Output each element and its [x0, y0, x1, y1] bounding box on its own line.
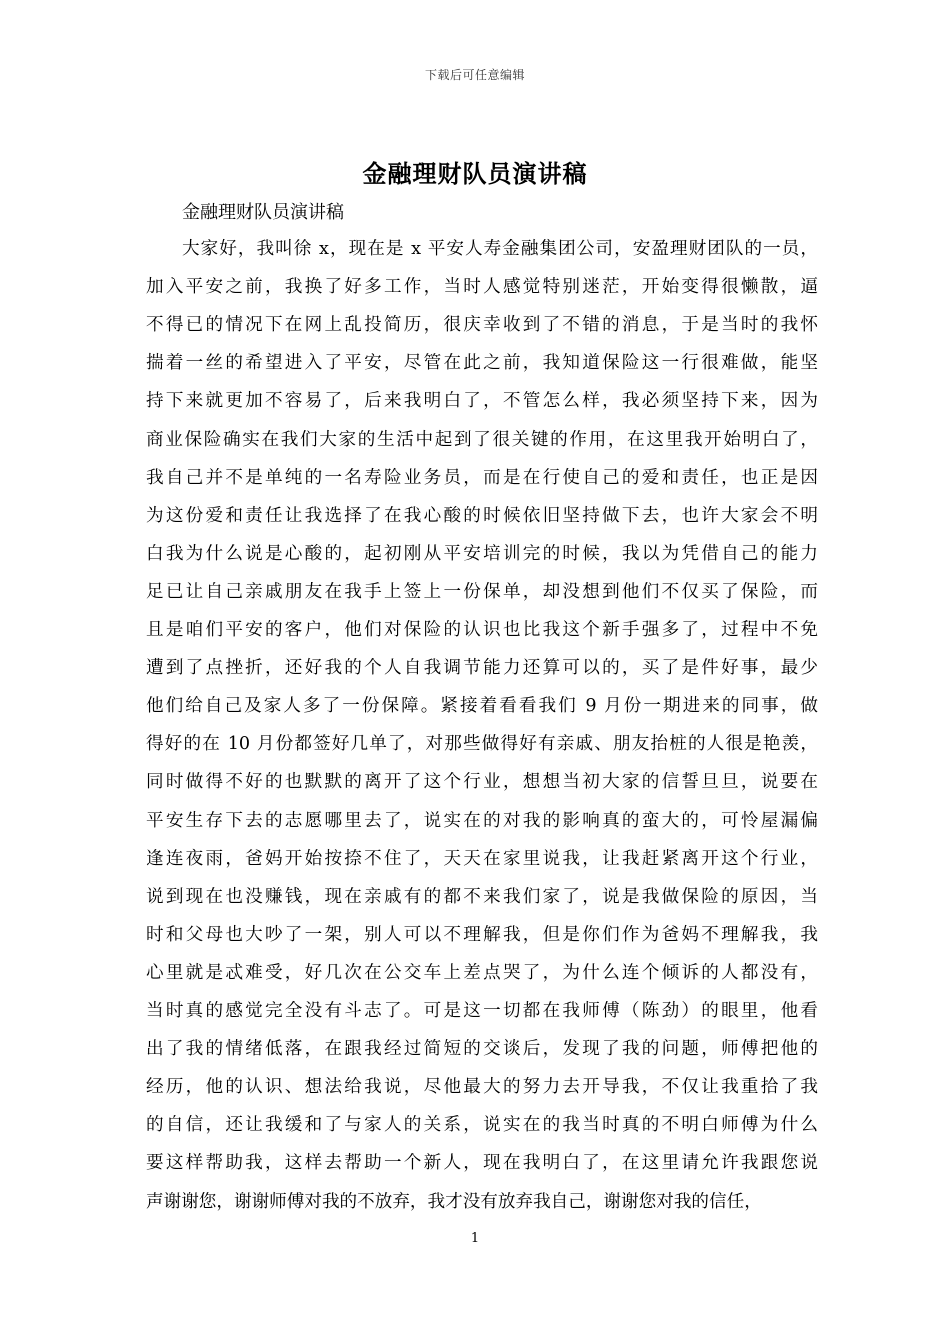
- body-line: 平安生存下去的志愿哪里去了，说实在的对我的影响真的蛮大的，可怜屋漏偏: [146, 810, 818, 831]
- document-title: 金融理财队员演讲稿: [362, 159, 588, 188]
- body-line: 为这份爱和责任让我选择了在我心酸的时候依旧坚持做下去，也许大家会不明: [146, 505, 818, 526]
- header-note: 下载后可任意编辑: [424, 68, 525, 82]
- body-line: 时和父母也大吵了一架，别人可以不理解我，但是你们作为爸妈不理解我，我: [146, 924, 818, 945]
- body-line: 且是咱们平安的客户，他们对保险的认识也比我这个新手强多了，过程中不免: [146, 620, 818, 640]
- page-number: 1: [470, 1231, 480, 1246]
- body-line: 大家好，我叫徐 x，现在是 x 平安人寿金融集团公司，安盈理财团队的一员，: [182, 239, 818, 259]
- body-line: 不得已的情况下在网上乱投简历，很庆幸收到了不错的消息，于是当时的我怀: [146, 315, 818, 336]
- body-line: 足已让自己亲戚朋友在我手上签上一份保单，却没想到他们不仅买了保险，而: [146, 581, 818, 602]
- body-line: 经历，他的认识、想法给我说，尽他最大的努力去开导我，不仅让我重拾了我: [146, 1077, 818, 1098]
- body-line: 持下来就更加不容易了，后来我明白了，不管怎么样，我必须坚持下来，因为: [146, 391, 818, 412]
- body-line: 声谢谢您，谢谢师傅对我的不放弃，我才没有放弃我自己，谢谢您对我的信任，: [146, 1191, 762, 1212]
- body-line: 商业保险确实在我们大家的生活中起到了很关键的作用，在这里我开始明白了，: [146, 429, 818, 450]
- body-line: 要这样帮助我，这样去帮助一个新人，现在我明白了，在这里请允许我跟您说: [146, 1153, 818, 1174]
- body-line: 出了我的情绪低落，在跟我经过简短的交谈后，发现了我的问题，师傅把他的: [146, 1039, 818, 1060]
- body-line: 心里就是忒难受，好几次在公交车上差点哭了，为什么连个倾诉的人都没有，: [146, 962, 818, 983]
- body-line: 我自己并不是单纯的一名寿险业务员，而是在行使自己的爱和责任，也正是因: [146, 467, 818, 488]
- document-subtitle: 金融理财队员演讲稿: [182, 202, 344, 223]
- body-line: 遭到了点挫折，还好我的个人自我调节能力还算可以的，买了是件好事，最少: [146, 658, 818, 679]
- body-line: 加入平安之前，我换了好多工作，当时人感觉特别迷茫，开始变得很懒散，逼: [146, 277, 818, 298]
- body-line: 同时做得不好的也默默的离开了这个行业，想想当初大家的信誓旦旦，说要在: [146, 772, 818, 793]
- body-line: 得好的在 10 月份都签好几单了，对那些做得好有亲戚、朋友抬桩的人很是艳羡，: [146, 734, 818, 755]
- body-line: 白我为什么说是心酸的，起初刚从平安培训完的时候，我以为凭借自己的能力: [146, 543, 818, 564]
- body-line: 逢连夜雨，爸妈开始按捺不住了，天天在家里说我，让我赶紧离开这个行业，: [146, 848, 818, 869]
- body-line: 他们给自己及家人多了一份保障。紧接着看看我们 9 月份一期进来的同事，做: [146, 696, 818, 717]
- body-line: 的自信，还让我缓和了与家人的关系，说实在的我当时真的不明白师傅为什么: [146, 1115, 818, 1136]
- body-line: 说到现在也没赚钱，现在亲戚有的都不来我们家了，说是我做保险的原因，当: [146, 886, 818, 907]
- body-line: 当时真的感觉完全没有斗志了。可是这一切都在我师傅（陈劲）的眼里，他看: [146, 1001, 818, 1021]
- body-line: 揣着一丝的希望进入了平安，尽管在此之前，我知道保险这一行很难做，能坚: [146, 353, 818, 374]
